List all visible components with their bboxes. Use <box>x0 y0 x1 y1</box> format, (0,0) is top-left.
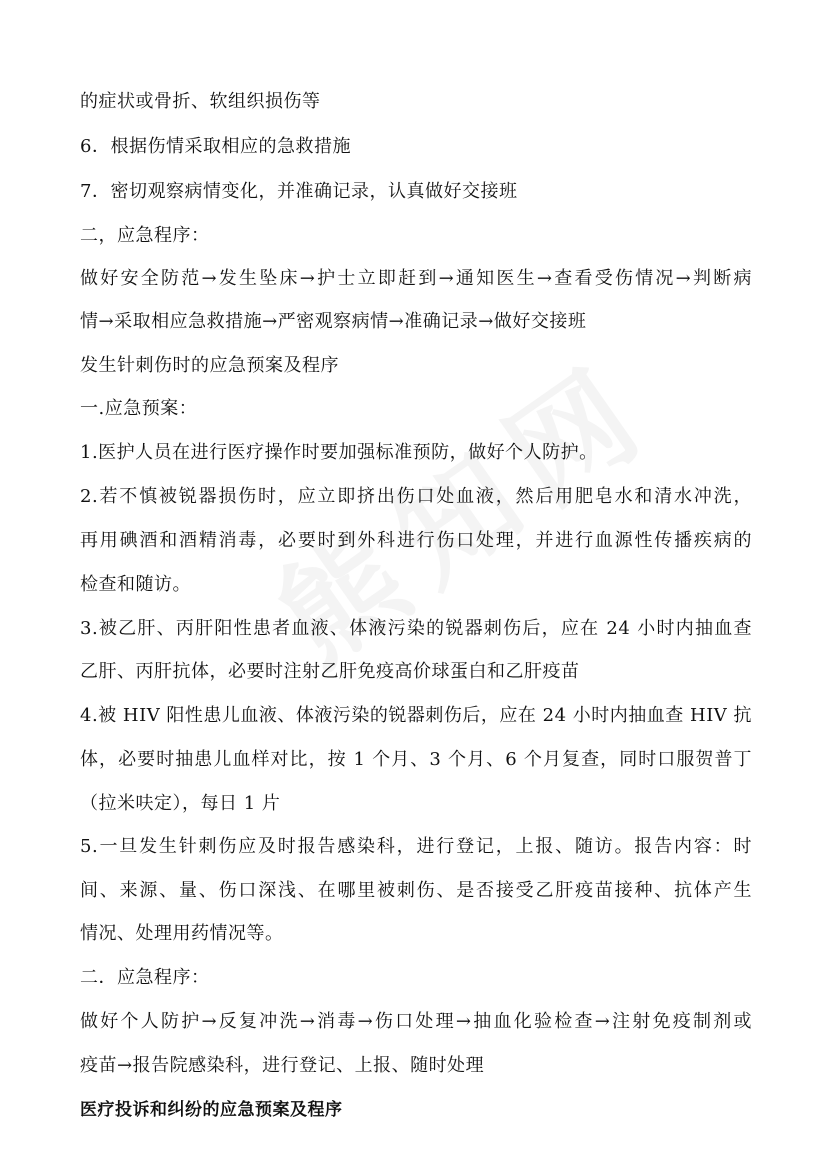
text-line-2: 6．根据伤情采取相应的急救措施 <box>80 136 351 157</box>
text-line-17: （拉米呋定），每日 1 片 <box>80 793 281 814</box>
text-line-5: 做好安全防范→发生坠床→护士立即赶到→通知医生→查看受伤情况→判断病 <box>80 268 752 289</box>
text-line-18: 5.一旦发生针刺伤应及时报告感染科，进行登记，上报、随访。报告内容：时 <box>80 836 752 857</box>
section-heading-procedure-2: 二．应急程序： <box>80 967 210 988</box>
text-line-22: 做好个人防护→反复冲洗→消毒→伤口处理→抽血化验检查→注射免疫制剂或 <box>80 1011 752 1032</box>
text-line-10: 2.若不慎被锐器损伤时，应立即挤出伤口处血液，然后用肥皂水和清水冲洗， <box>80 486 752 507</box>
text-line-11: 再用碘酒和酒精消毒，必要时到外科进行伤口处理，并进行血源性传播疾病的 <box>80 530 752 551</box>
text-line-13: 3.被乙肝、丙肝阳性患者血液、体液污染的锐器刺伤后，应在 24 小时内抽血查 <box>80 618 752 639</box>
section-title-complaints: 医疗投诉和纠纷的应急预案及程序 <box>80 1100 343 1120</box>
text-line-15: 4.被 HIV 阳性患儿血液、体液污染的锐器刺伤后，应在 24 小时内抽血查 HIV 抗 <box>80 705 753 726</box>
text-line-16: 体，必要时抽患儿血样对比，按 1 个月、3 个月、6 个月复查，同时口服贺普丁 <box>80 749 752 770</box>
section-heading-plan: 一.应急预案： <box>80 398 198 419</box>
text-line-20: 情况、处理用药情况等。 <box>80 923 284 944</box>
text-line-14: 乙肝、丙肝抗体，必要时注射乙肝免疫高价球蛋白和乙肝疫苗 <box>80 661 580 682</box>
text-line-12: 检查和随访。 <box>80 574 191 595</box>
text-line-19: 间、来源、量、伤口深浅、在哪里被刺伤、是否接受乙肝疫苗接种、抗体产生 <box>80 880 752 901</box>
section-title-needlestick: 发生针刺伤时的应急预案及程序 <box>80 355 339 376</box>
section-heading-procedure: 二，应急程序： <box>80 225 210 246</box>
text-line-6: 情→采取相应急救措施→严密观察病情→准确记录→做好交接班 <box>80 311 587 332</box>
text-line-1: 的症状或骨折、软组织损伤等 <box>80 91 321 112</box>
text-line-3: 7．密切观察病情变化，并准确记录，认真做好交接班 <box>80 181 518 202</box>
text-line-9: 1.医护人员在进行医疗操作时要加强标准预防，做好个人防护。 <box>80 442 598 463</box>
text-line-23: 疫苗→报告院感染科，进行登记、上报、随时处理 <box>80 1055 485 1076</box>
